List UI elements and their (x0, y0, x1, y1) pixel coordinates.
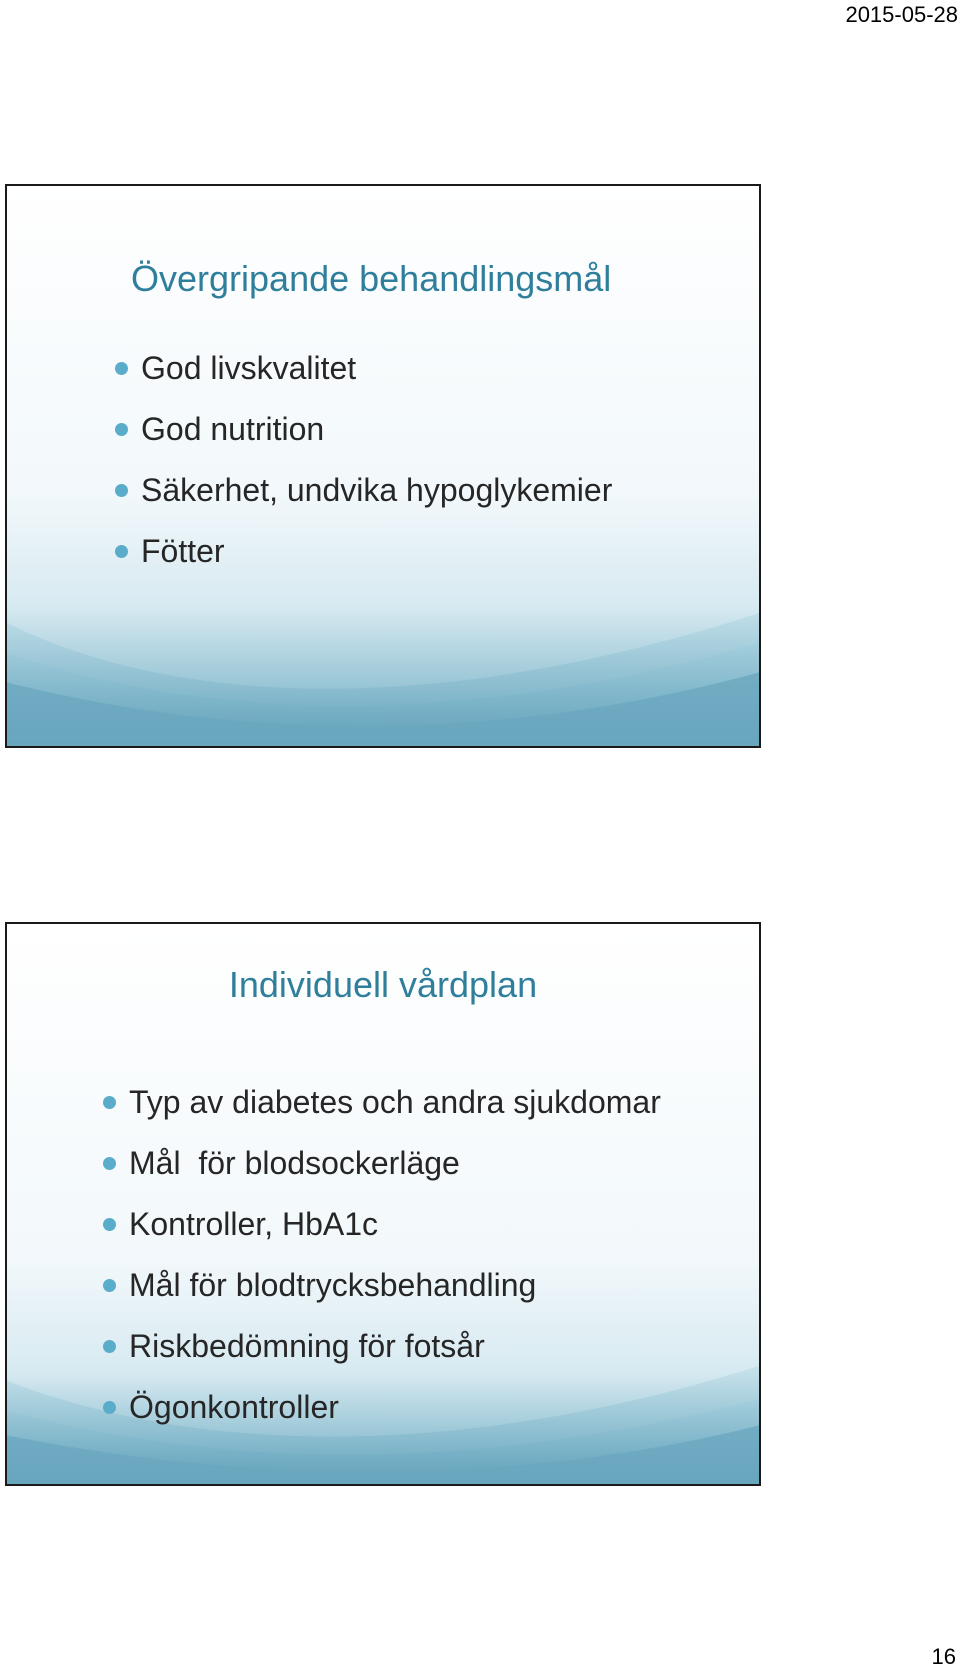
slide-1 (5, 184, 761, 748)
bullet-dot-icon (115, 484, 128, 497)
bullet-dot-icon (103, 1401, 116, 1414)
list-item-text: Ögonkontroller (129, 1389, 339, 1425)
list-item (103, 1377, 661, 1438)
bullet-dot-icon (115, 423, 128, 436)
list-item (115, 338, 612, 399)
bullet-dot-icon (103, 1279, 116, 1292)
bullet-dot-icon (115, 545, 128, 558)
slide-title: Övergripande behandlingsmål (131, 258, 612, 299)
page-number: 16 (931, 1644, 956, 1669)
list-item (103, 1072, 661, 1133)
list-item (115, 521, 612, 582)
list-item-text: Fötter (141, 533, 225, 569)
header-date: 2015-05-28 (845, 2, 958, 27)
bullet-dot-icon (103, 1096, 116, 1109)
list-item-text: Säkerhet, undvika hypoglykemier (141, 472, 613, 508)
list-item (103, 1133, 661, 1194)
list-item (103, 1255, 661, 1316)
bullet-dot-icon (103, 1340, 116, 1353)
bullet-dot-icon (103, 1218, 116, 1231)
list-item (115, 460, 612, 521)
bullet-dot-icon (103, 1157, 116, 1170)
list-item (115, 399, 612, 460)
list-item-text: Kontroller, HbA1c (129, 1206, 379, 1242)
list-item-text: Typ av diabetes och andra sjukdomar (129, 1084, 661, 1120)
bullet-list (103, 1072, 661, 1438)
slide-title: Individuell vårdplan (228, 964, 538, 1005)
list-item-text: Riskbedömning för fotsår (129, 1328, 485, 1364)
list-item-text: God nutrition (141, 411, 325, 447)
list-item-text: Mål för blodtrycksbehandling (129, 1267, 537, 1303)
list-item-text: Mål för blodsockerläge (129, 1145, 460, 1181)
list-item-text: God livskvalitet (141, 350, 357, 386)
list-item (103, 1316, 661, 1377)
list-item (103, 1194, 661, 1255)
bullet-list (115, 338, 612, 582)
bullet-dot-icon (115, 362, 128, 375)
slide-2 (5, 922, 761, 1486)
